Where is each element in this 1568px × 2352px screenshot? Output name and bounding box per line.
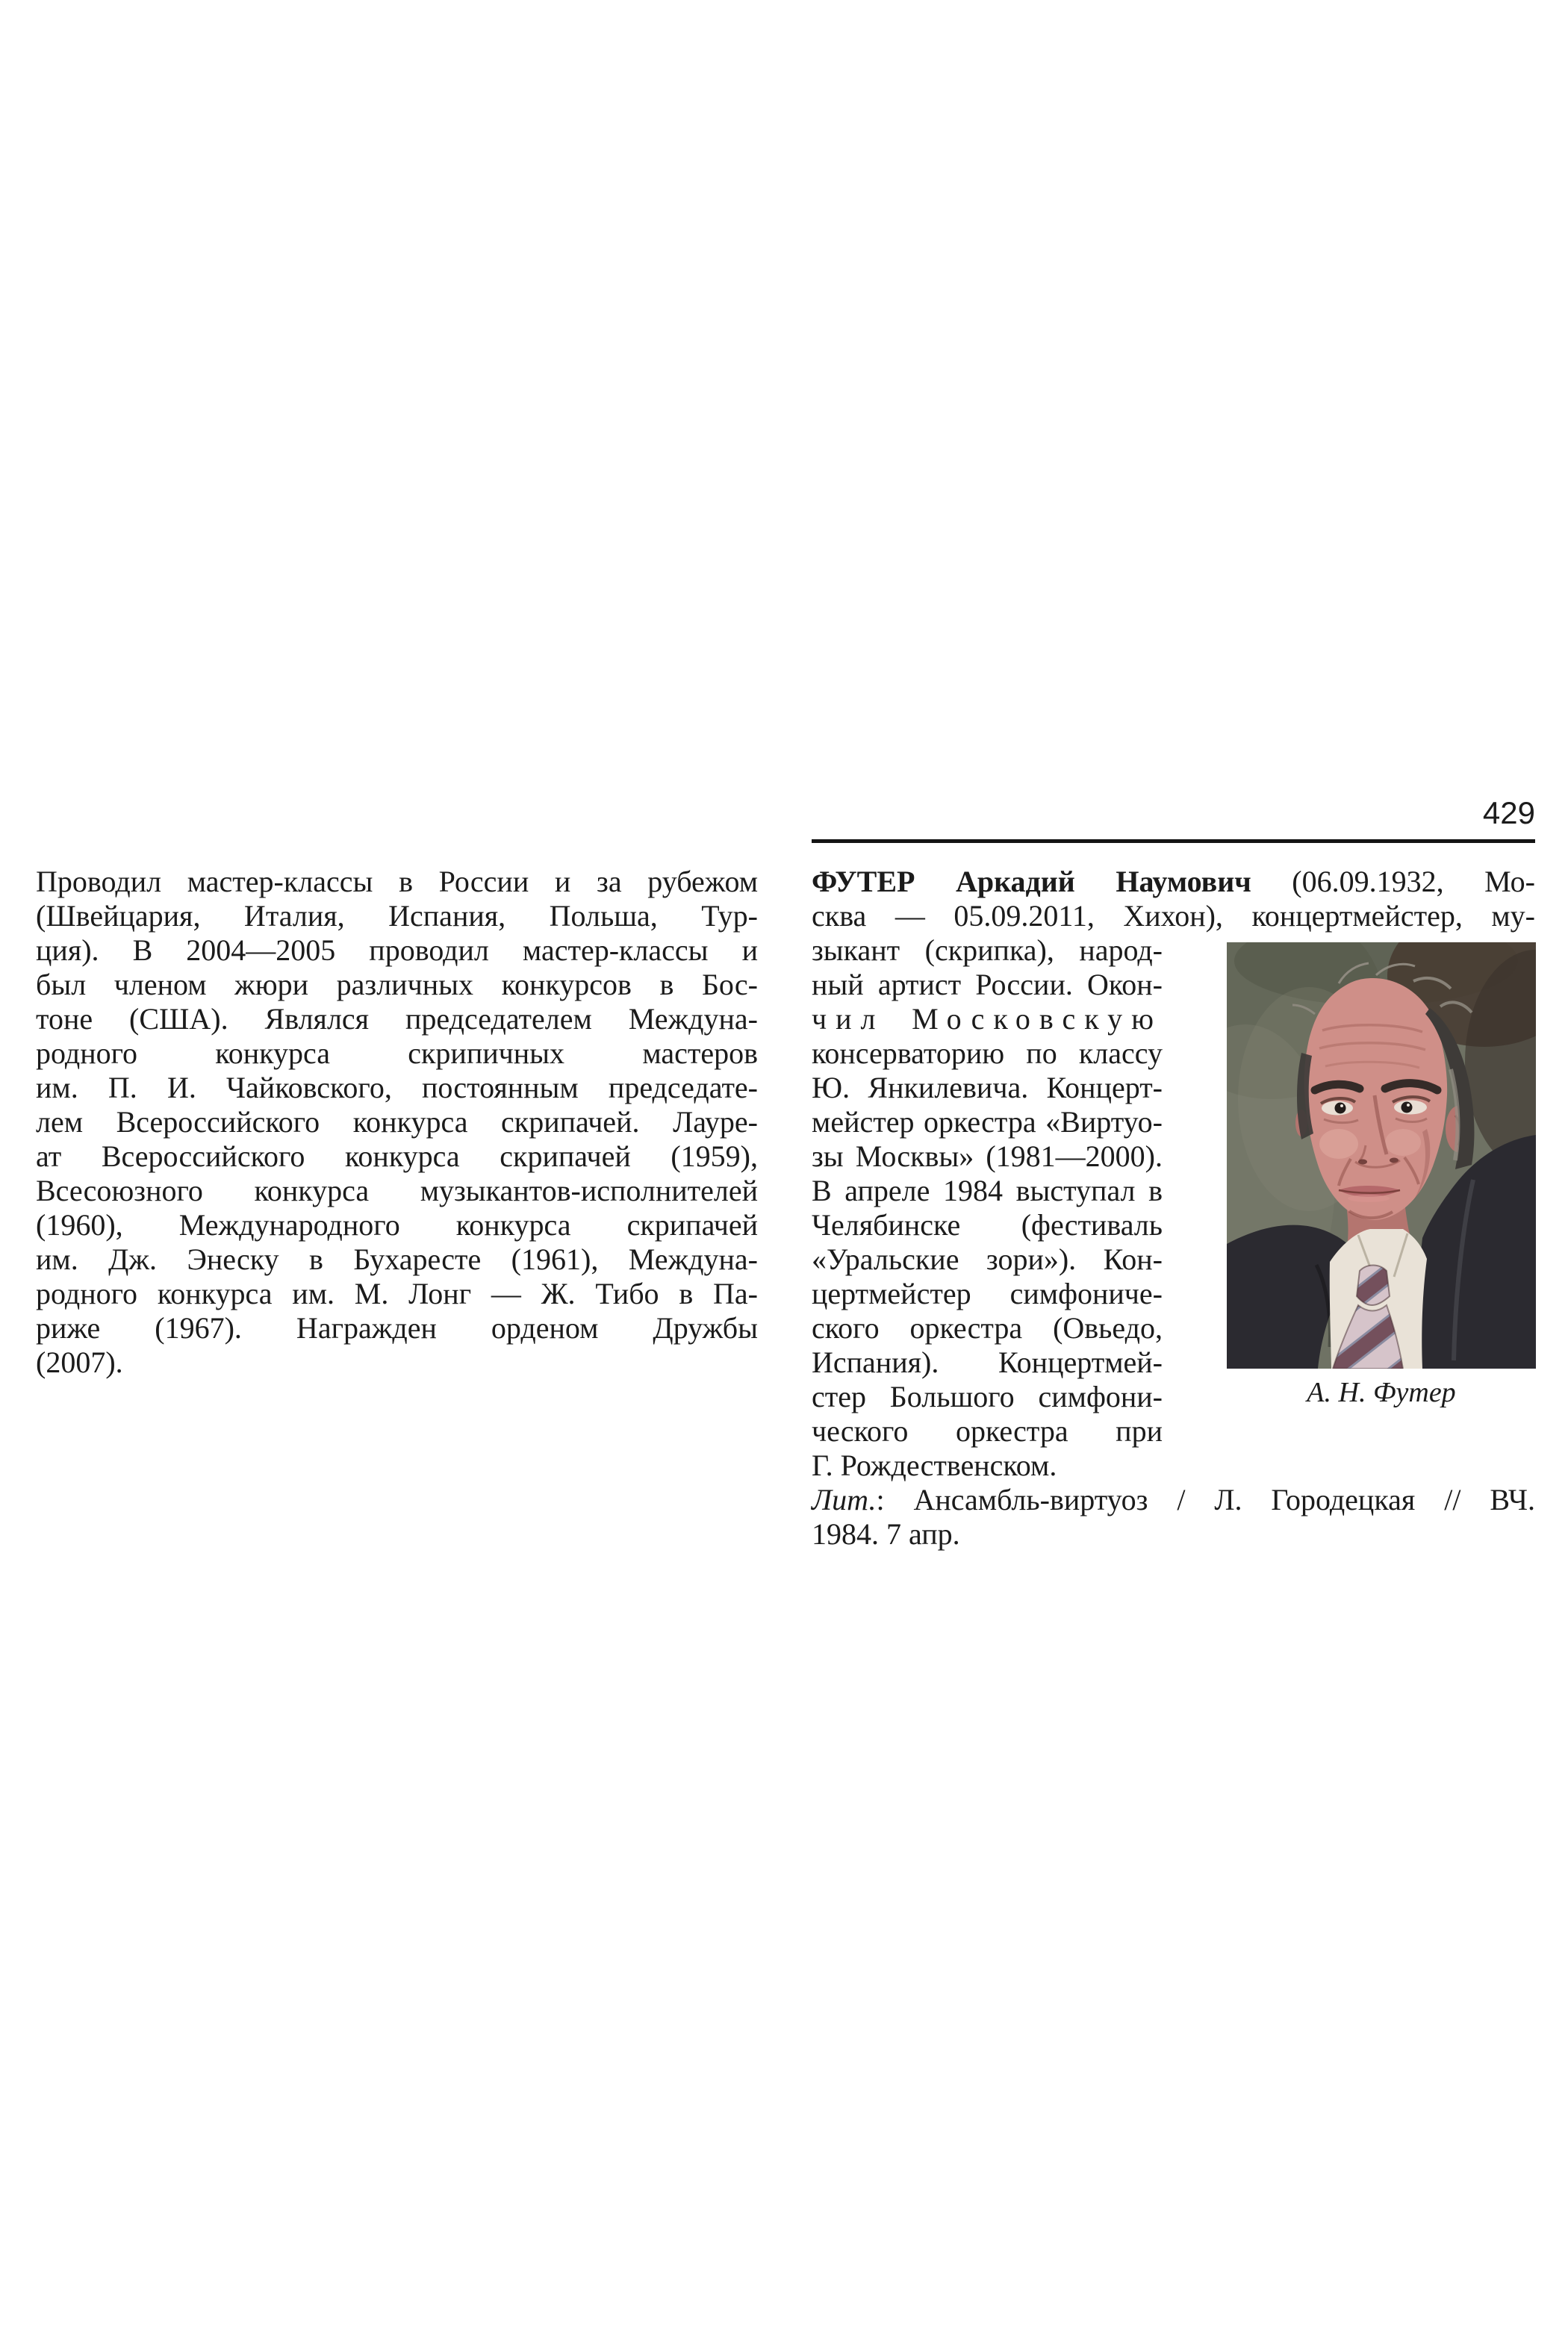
photo-caption: А. Н. Футер xyxy=(1307,1377,1456,1408)
text-line: «Уральские зори»). Кон- xyxy=(812,1242,1163,1276)
text-line: тоне (США). Являлся председателем Междуна- xyxy=(36,1002,758,1036)
text-line: родного конкурса им. М. Лонг — Ж. Тибо в Па- xyxy=(36,1277,758,1310)
text-line: родного конкурса скрипичных мастеров xyxy=(36,1036,758,1070)
photo-scene xyxy=(1227,942,1536,1369)
text-line: риже (1967). Награжден орденом Дружбы xyxy=(36,1311,758,1345)
text-line: им. Дж. Энеску в Бухаресте (1961), Междуна- xyxy=(36,1242,758,1276)
text-line: Г. Рождественском. xyxy=(812,1449,1057,1482)
text-line: Испания). Концертмей- xyxy=(812,1345,1163,1379)
text-line: Всесоюзного конкурса музыкантов-исполнителей xyxy=(36,1174,758,1207)
text-line: сква — 05.09.2011, Хихон), концертмейстер, му- xyxy=(812,899,1535,933)
portrait-photo-svg xyxy=(1227,942,1536,1369)
portrait-photo xyxy=(1227,942,1536,1369)
text-line: чил Московскую xyxy=(812,1002,1163,1036)
header-rule xyxy=(812,839,1535,843)
text-line: Ю. Янкилевича. Концерт- xyxy=(812,1071,1163,1104)
text-line: ат Всероссийского конкурса скрипачей (1959), xyxy=(36,1139,758,1173)
text-line: зыкант (скрипка), народ- xyxy=(812,933,1163,967)
text-line: им. П. И. Чайковского, постоянным председате- xyxy=(36,1071,758,1104)
page-number: 429 xyxy=(1482,795,1535,830)
text-line: лем Всероссийского конкурса скрипачей. Лауре- xyxy=(36,1105,758,1139)
left-column xyxy=(36,865,758,1380)
text-line: (1960), Международного конкурса скрипачей xyxy=(36,1208,758,1242)
literature-line xyxy=(812,1483,1535,1517)
text-line: В апреле 1984 выступал в xyxy=(812,1174,1163,1207)
text-line: мейстер оркестра «Виртуо- xyxy=(812,1105,1163,1139)
text-line: ный артист России. Окон- xyxy=(812,968,1163,1001)
text-line: (2007). xyxy=(36,1345,123,1379)
entry-first-line xyxy=(812,865,1535,899)
literature-label: Лит. xyxy=(812,1483,877,1516)
entry-title-rest: (06.09.1932, Мо- xyxy=(1251,865,1535,898)
text-line: (Швейцария, Италия, Испания, Польша, Тур- xyxy=(36,899,758,933)
text-line: ского оркестра (Овьедо, xyxy=(812,1311,1163,1345)
text-line: Проводил мастер-классы в России и за рубежом xyxy=(36,865,758,898)
text-line: консерваторию по классу xyxy=(812,1036,1163,1070)
text-line: был членом жюри различных конкурсов в Бос- xyxy=(36,968,758,1001)
text-line: цертмейстер симфониче- xyxy=(812,1277,1163,1310)
text-line: зы Москвы» (1981—2000). xyxy=(812,1139,1163,1173)
literature-text: : Ансамбль-виртуоз / Л. Городецкая // ВЧ. xyxy=(876,1483,1535,1516)
text-line: ция). В 2004—2005 проводил мастер-классы и xyxy=(36,933,758,967)
text-line: Челябинске (фестиваль xyxy=(812,1208,1163,1242)
text-line: стер Большого симфони- xyxy=(812,1380,1163,1413)
text-line: ческого оркестра при xyxy=(812,1414,1163,1448)
entry-title: ФУТЕР Аркадий Наумович xyxy=(812,865,1251,898)
text-line: 1984. 7 апр. xyxy=(812,1517,960,1551)
